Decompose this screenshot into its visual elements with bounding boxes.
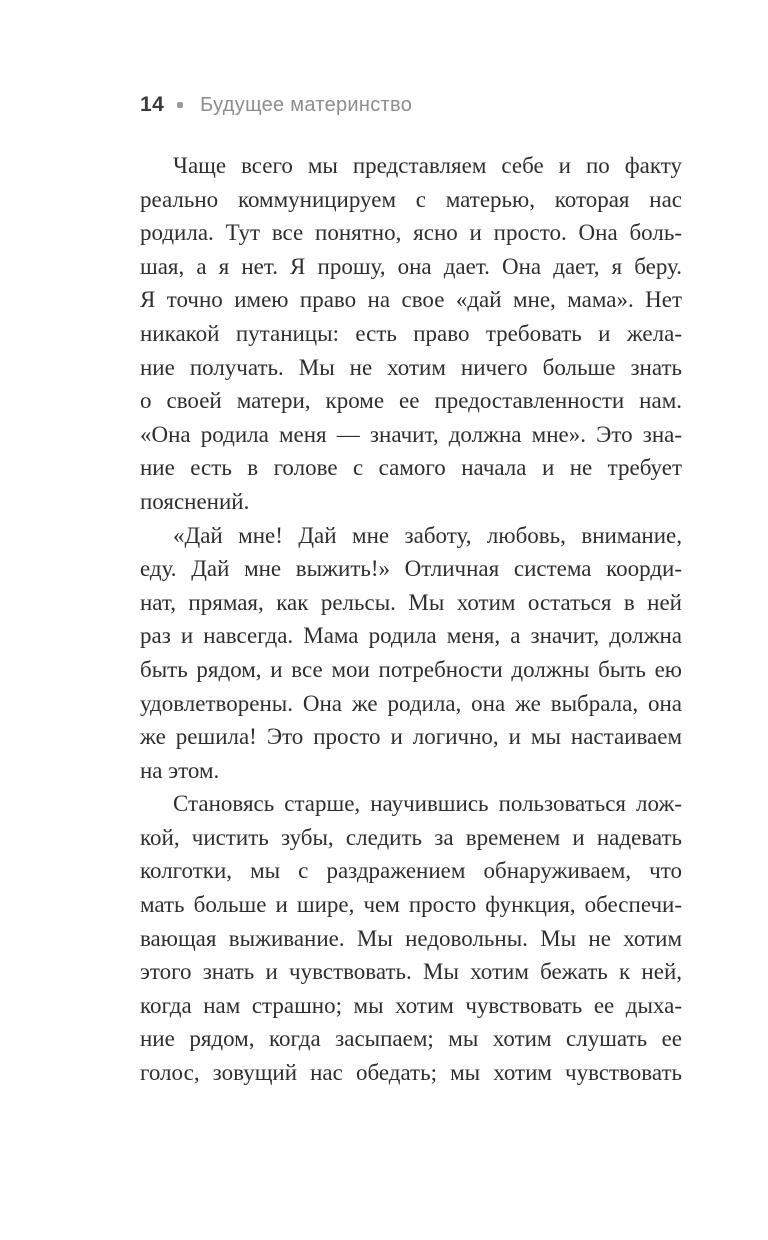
text-line: этого знать и чувствовать. Мы хотим бежать к ней, [140,959,682,985]
text-line: вающая выживание. Мы недовольны. Мы не хотим [140,925,682,951]
text-line: «Дай мне! Дай мне заботу, любовь, внимание, [173,522,682,548]
text-line: ние получать. Мы не хотим ничего больше знать [140,354,682,380]
text-line: когда нам страшно; мы хотим чувствовать ее дыха- [140,992,682,1018]
text-line: удовлетворены. Она же родила, она же выбрала, она [140,690,682,716]
text-line: быть рядом, и все мои потребности должны быть ею [140,656,682,682]
text-line: о своей матери, кроме ее предоставленности нам. [140,388,682,414]
paragraph [140,149,682,519]
text-line: Чаще всего мы представляем себе и по факту [173,153,682,178]
text-line: раз и навсегда. Мама родила меня, а значит, должна [140,623,682,649]
text-line: голос, зовущий нас обедать; мы хотим чувствовать [140,1060,682,1086]
text-line: шая, а я нет. Я прошу, она дает. Она дает, я беру. [140,253,682,279]
bullet-separator-icon [177,102,183,108]
text-line: «Она родила меня — значит, должна мне». Это зна- [140,421,682,447]
body-text [140,149,682,1090]
text-line: ние есть в голове с самого начала и не требует [140,455,682,481]
page-number: 14 [140,93,165,116]
text-line: нат, прямая, как рельсы. Мы хотим остаться в ней [140,589,682,615]
text-line: кой, чистить зубы, следить за временем и надевать [140,824,682,850]
running-head [140,94,412,116]
text-line: колготки, мы с раздражением обнаруживаем, что [140,858,682,884]
text-line: Становясь старше, научившись пользоваться лож- [173,791,682,817]
text-line: родила. Тут все понятно, ясно и просто. Она боль- [140,220,682,246]
text-line: Я точно имею право на свое «дай мне, мама». Нет [140,287,682,313]
text-line: пояснений. [140,488,250,514]
text-line: мать больше и шире, чем просто функция, обеспечи- [140,892,682,918]
running-title: Будущее материнство [200,94,413,116]
text-line: еду. Дай мне выжить!» Отличная система коорди- [140,556,682,582]
text-line: никакой путаницы: есть право требовать и жела- [140,320,682,346]
text-line: ние рядом, когда засыпаем; мы хотим слушать ее [140,1026,682,1052]
text-line: реально коммуницируем с матерью, которая нас [140,186,682,212]
text-line: же решила! Это просто и логично, и мы настаиваем [140,724,682,750]
paragraph [140,787,682,1089]
paragraph [140,519,682,788]
text-line: на этом. [140,757,220,783]
